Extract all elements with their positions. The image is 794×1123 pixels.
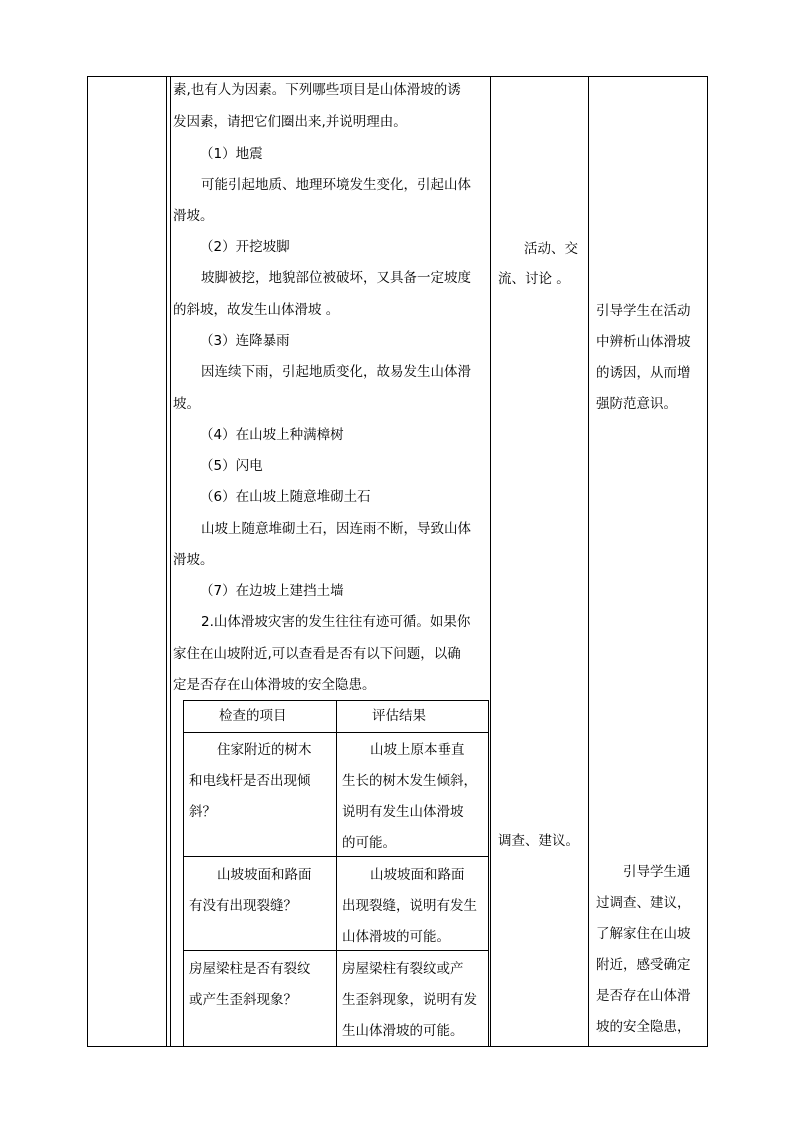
content-line: 山坡上随意堆砌土石，因连雨不断，导致山体 xyxy=(201,521,471,537)
cell-line: 的可能。 xyxy=(342,835,396,851)
content-line: （4）在山坡上种满樟树 xyxy=(200,427,344,443)
content-line: （5）闪电 xyxy=(200,458,263,474)
intent-line: 了解家住在山坡 xyxy=(596,926,691,942)
cell-line: 生山体滑坡的可能。 xyxy=(342,1023,464,1039)
check-table-middle xyxy=(336,700,337,1046)
activity-line: 流、讨论 。 xyxy=(498,271,570,287)
content-line: 定是否存在山体滑坡的安全隐患。 xyxy=(173,677,376,693)
cell-line: 房屋梁柱是否有裂纹 xyxy=(189,961,311,977)
cell-line: 生歪斜现象，说明有发 xyxy=(342,992,477,1008)
check-table-right xyxy=(488,700,489,1046)
column-divider-4 xyxy=(588,76,589,1047)
cell-line: 和电线杆是否出现倾 xyxy=(189,773,311,789)
content-line: 坡脚被挖，地貌部位被破坏，又具备一定坡度 xyxy=(201,270,471,286)
content-line: 因连续下雨，引起地质变化，故易发生山体滑 xyxy=(201,364,471,380)
content-line: 素,也有人为因素。下列哪些项目是山体滑坡的诱 xyxy=(173,82,461,98)
content-line: 滑坡。 xyxy=(173,208,214,224)
content-line: （1）地震 xyxy=(200,146,263,162)
content-line: 发因素，请把它们圈出来,并说明理由。 xyxy=(173,114,407,130)
cell-line: 或产生歪斜现象？ xyxy=(189,992,297,1008)
content-line: （2）开挖坡脚 xyxy=(200,239,290,255)
check-table-left xyxy=(183,700,184,1046)
content-line: 坡。 xyxy=(173,396,200,412)
content-line: 滑坡。 xyxy=(173,552,214,568)
row1-item xyxy=(189,735,312,828)
cell-line: 住家附近的树木 xyxy=(217,742,312,758)
cell-line: 出现裂缝，说明有发生 xyxy=(342,898,477,914)
row2-item xyxy=(189,860,312,922)
content-line: 2.山体滑坡灾害的发生往往有迹可循。如果你 xyxy=(201,614,471,630)
header-check-item: 检查的项目 xyxy=(219,708,287,724)
cell-line: 山坡上原本垂直 xyxy=(370,742,465,758)
intent-line: 的诱因，从而增 xyxy=(596,365,691,381)
cell-line: 说明有发生山体滑坡 xyxy=(342,804,464,820)
content-line: （7）在边坡上建挡土墙 xyxy=(200,583,344,599)
design-intent-1 xyxy=(596,296,704,420)
cell-line: 山体滑坡的可能。 xyxy=(342,929,450,945)
row2-result xyxy=(342,860,477,953)
column-divider-1 xyxy=(166,76,167,1047)
content-line: 可能引起地质、地理环境发生变化，引起山体 xyxy=(201,177,471,193)
intent-line: 附近，感受确定 xyxy=(596,957,691,973)
check-table xyxy=(183,700,489,1046)
cell-line: 房屋梁柱有裂纹或产 xyxy=(342,961,464,977)
content-line: 的斜坡，故发生山体滑坡 。 xyxy=(173,302,340,318)
table-top-border xyxy=(87,76,708,77)
row3-item xyxy=(189,954,311,1016)
student-activity-2 xyxy=(498,826,584,856)
column-divider-2 xyxy=(170,76,171,1047)
intent-line: 中辨析山体滑坡 xyxy=(596,334,691,350)
student-activity-1 xyxy=(498,234,584,294)
cell-line: 生长的树木发生倾斜， xyxy=(342,773,477,789)
activity-line: 调查、建议。 xyxy=(498,833,579,849)
intent-line: 强防范意识。 xyxy=(596,396,677,412)
intent-line: 引导学生在活动 xyxy=(596,303,691,319)
cell-line: 有没有出现裂缝？ xyxy=(189,898,297,914)
row3-result xyxy=(342,954,477,1047)
content-line: （6）在山坡上随意堆砌土石 xyxy=(200,489,371,505)
header-evaluation-result: 评估结果 xyxy=(372,708,426,724)
column-divider-3 xyxy=(490,76,491,1047)
intent-line: 是否存在山体滑 xyxy=(596,988,691,1004)
cell-line: 山坡坡面和路面 xyxy=(370,867,465,883)
content-line: 家住在山坡附近,可以查看是否有以下问题，以确 xyxy=(173,646,461,662)
design-intent-2 xyxy=(596,857,704,1043)
cell-line: 山坡坡面和路面 xyxy=(217,867,312,883)
activity-line: 活动、交 xyxy=(524,241,578,257)
cell-line: 斜？ xyxy=(189,804,216,820)
table-right-border xyxy=(707,76,708,1047)
intent-line: 坡的安全隐患， xyxy=(596,1019,691,1035)
intent-line: 引导学生通 xyxy=(623,864,691,880)
intent-line: 过调查、建议， xyxy=(596,895,691,911)
content-line: （3）连降暴雨 xyxy=(200,333,290,349)
table-left-border xyxy=(87,76,88,1047)
row1-result xyxy=(342,735,477,859)
